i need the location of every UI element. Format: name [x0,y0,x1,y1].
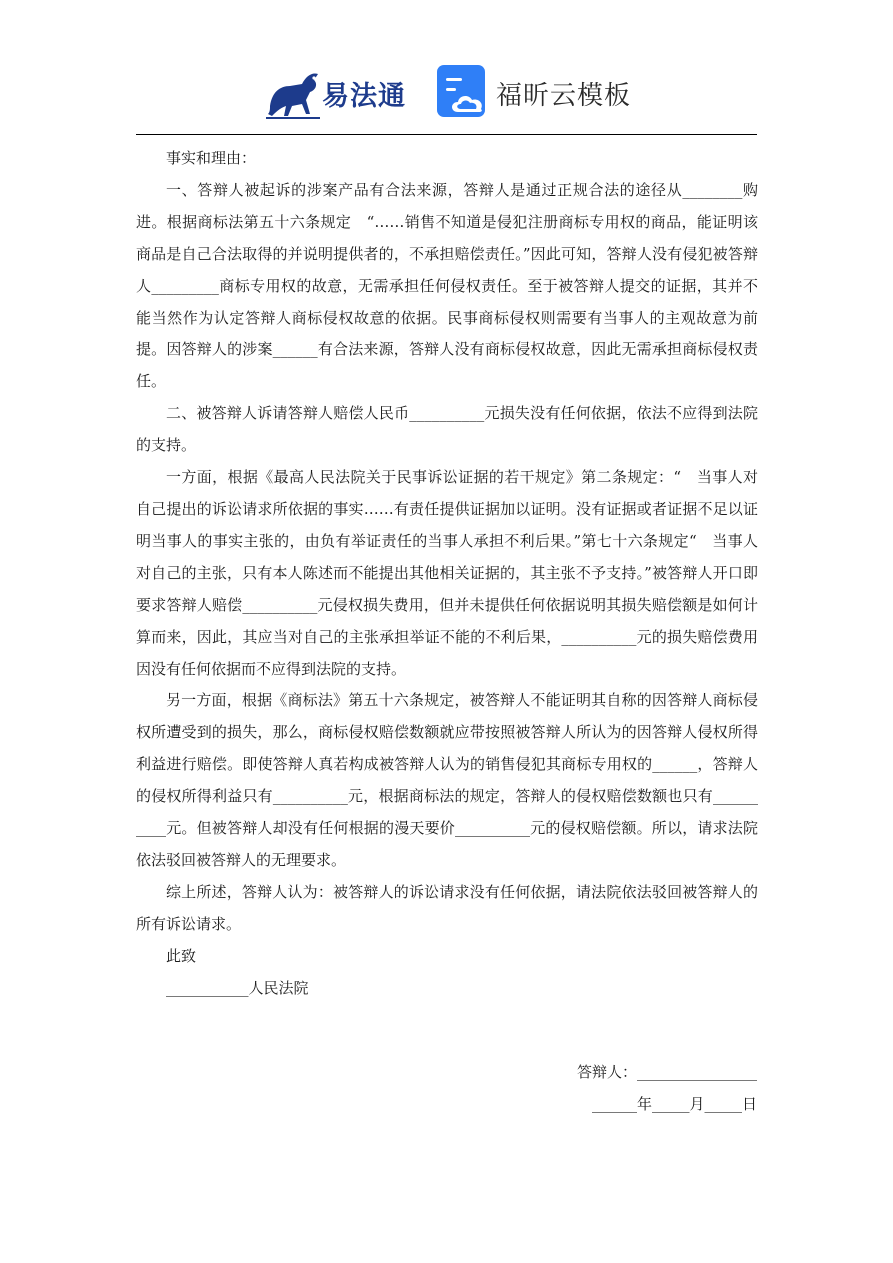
paragraph-conclusion: 综上所述，答辩人认为：被答辩人的诉讼请求没有任何依据，请法院依法驳回被答辩人的所有诉讼请求。 [136,882,758,933]
court-addressee: ___________人民法院 [166,978,309,997]
respondent-signature-line: 答辩人：________________ [576,1063,757,1081]
yifatong-logo [262,62,422,122]
paragraph-evidence-rules: 一方面，根据《最高人民法院关于民事诉讼证据的若干规定》第二条规定：“ 当事人对自己提出的诉讼请求所依据的事实……有责任提供证据加以证明。没有证据或者证据不足以证明当事人的事实主张的，由负有举证责任的当事人承担不利后果。”第七十六条规定“ 当事人对自己的主张，只有本人陈述而不能提出其他相关证据的，其主张不予支持。”被答辩人开口即要求答辩人赔偿__________元侵权损失费用，但并未提供任何依据说明其损失赔偿额是如何计算而来，因此，其应当对自己的主张承担举证不能的不利后果，__________元的损失赔偿费用因没有任何依据而不应得到法院的支持。 [136,468,758,678]
paragraph-compensation-claim: 二、被答辩人诉请答辩人赔偿人民币__________元损失没有任何依据，依法不应得到法院的支持。 [136,404,758,455]
yifatong-logo-text: 易法通 [322,81,406,112]
foxit-template-logo-text: 福昕云模板 [496,81,632,111]
closing-salutation: 此致 [166,946,197,965]
paragraph-trademark-law: 另一方面，根据《商标法》第五十六条规定，被答辩人不能证明其自称的因答辩人商标侵权所遭受到的损失，那么，商标侵权赔偿数额就应带按照被答辩人所认为的因答辩人侵权所得利益进行赔偿。即使答辩人真若构成被答辩人认为的销售侵犯其商标专用权的______，答辩人的侵权所得利益只有__________元，根据商标法的规定，答辩人的侵权赔偿数额也只有__________元。但被答辩人却没有任何根据的漫天要价__________元的侵权赔偿额。所以，请求法院依法驳回被答辩人的无理要求。 [136,691,758,869]
horse-logo-icon [262,62,324,122]
section-heading-facts: 事实和理由： [166,149,257,167]
page-header [0,58,893,124]
foxit-template-logo [436,64,646,120]
document-body [136,143,758,1004]
header-divider [136,134,757,135]
paragraph-legal-source: 一、答辩人被起诉的涉案产品有合法来源，答辩人是通过正规合法的途径从________购进。根据商标法第五十六条规定 “……销售不知道是侵犯注册商标专用权的商品，能证明该商品是自己合法取得的并说明提供者的，不承担赔偿责任。”因此可知，答辩人没有侵犯被答辩人_________商标专用权的故意，无需承担任何侵权责任。至于被答辩人提交的证据，其并不能当然作为认定答辩人商标侵权故意的依据。民事商标侵权则需要有当事人的主观故意为前提。因答辩人的涉案______有合法来源，答辩人没有商标侵权故意，因此无需承担商标侵权责任。 [136,180,758,391]
signature-date-line: ______年_____月_____日 [591,1095,757,1113]
cloud-document-icon [436,64,490,118]
